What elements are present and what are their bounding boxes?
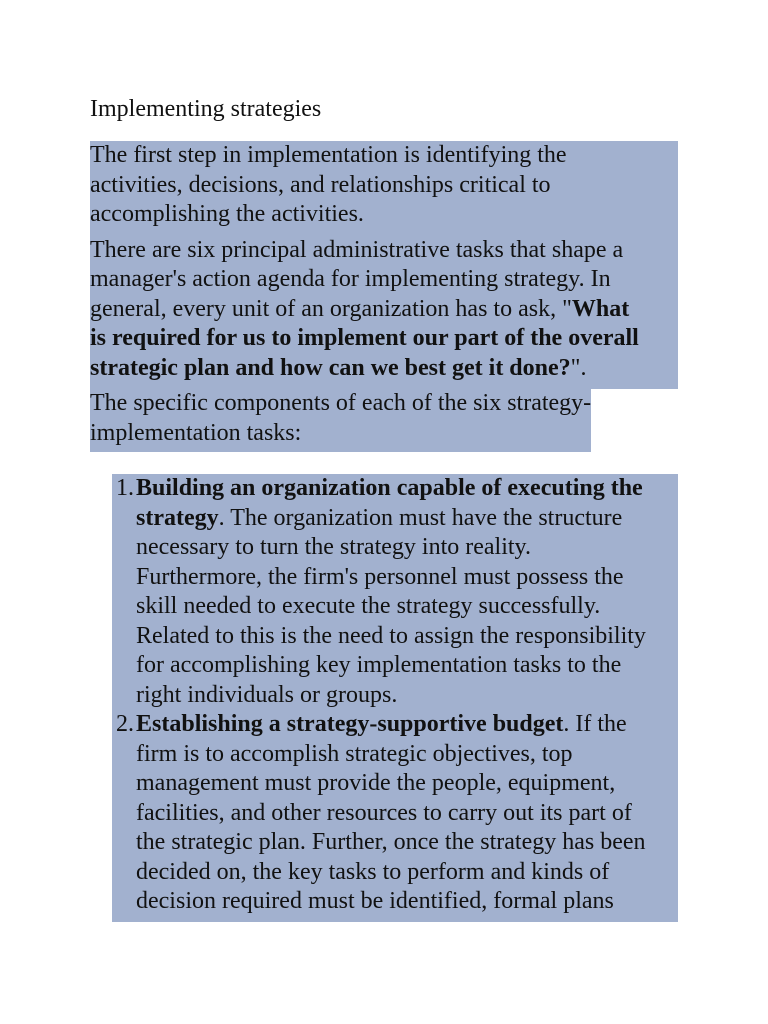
bold-question-middle: is required for us to implement our part of the overall — [90, 325, 639, 351]
text-line — [90, 324, 678, 354]
text-line: implementation tasks: — [90, 419, 302, 446]
text-line — [136, 504, 678, 534]
text-line: right individuals or groups. — [136, 681, 398, 708]
numbered-list[interactable] — [112, 474, 678, 922]
item-heading: Establishing a strategy-supportive budget — [136, 711, 564, 737]
list-number: 1. — [116, 475, 134, 501]
text-line: Furthermore, the firm's personnel must possess the — [136, 563, 624, 590]
item-heading: strategy — [136, 504, 219, 531]
text-line: manager's action agenda for implementing strategy. In — [90, 266, 611, 292]
text-line: decision required must be identified, formal plans — [136, 888, 614, 914]
text-line — [136, 474, 678, 504]
text-line — [136, 710, 678, 740]
list-item — [112, 710, 678, 917]
paragraph-tasks — [90, 236, 678, 390]
paragraph-intro — [90, 141, 678, 236]
list-number: 2. — [116, 711, 134, 737]
paragraph-components — [90, 389, 591, 452]
bold-question-end: strategic plan and how can we best get it done? — [90, 354, 571, 381]
text-segment: ". — [570, 354, 587, 381]
text-line: accomplishing the activities. — [90, 201, 364, 227]
text-line: necessary to turn the strategy into reality. — [136, 534, 531, 560]
text-segment: . The organization must have the structure — [218, 504, 623, 531]
bold-question-start: What — [571, 295, 630, 322]
item-heading: Building an organization capable of executing the — [136, 475, 643, 501]
text-line: the strategic plan. Further, once the strategy has been — [136, 829, 646, 855]
text-line: facilities, and other resources to carry out its part of — [136, 799, 632, 826]
text-line: The specific components of each of the six strategy- — [90, 390, 592, 416]
text-line: activities, decisions, and relationships critical to — [90, 171, 551, 198]
text-line: Related to this is the need to assign the responsibility — [136, 622, 646, 649]
text-line: skill needed to execute the strategy successfully. — [136, 593, 601, 619]
text-line: The first step in implementation is identifying the — [90, 142, 567, 168]
text-line: management must provide the people, equipment, — [136, 770, 616, 796]
text-line — [90, 295, 678, 325]
text-segment: general, every unit of an organization has to ask, " — [90, 295, 572, 322]
text-line: decided on, the key tasks to perform and kinds of — [136, 858, 610, 885]
document-title: Implementing strategies — [90, 96, 322, 122]
list-item — [112, 474, 678, 710]
selected-text-region[interactable] — [90, 141, 678, 452]
text-line: There are six principal administrative tasks that shape a — [90, 236, 624, 263]
text-line: firm is to accomplish strategic objectives, top — [136, 740, 573, 767]
text-segment: . If the — [563, 711, 627, 737]
text-line — [90, 354, 678, 384]
text-line: for accomplishing key implementation tasks to the — [136, 652, 622, 678]
